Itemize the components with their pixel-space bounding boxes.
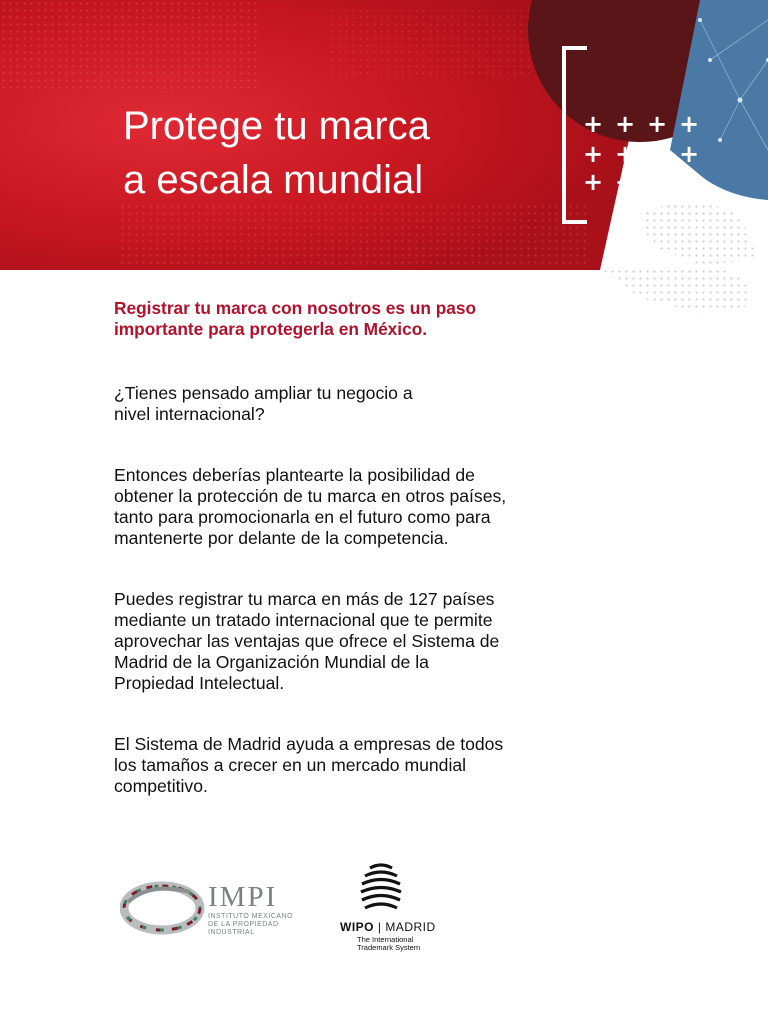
plus-icon: +: [647, 140, 668, 168]
wipo-subtitle-2: Trademark System: [357, 943, 421, 952]
hero-banner: [0, 0, 768, 270]
impi-subtitle-1: INSTITUTO MEXICANO: [208, 913, 294, 920]
plus-icon: +: [615, 140, 636, 168]
wipo-name: WIPO: [340, 920, 374, 934]
text-line: mediante un tratado internacional que te permite: [114, 610, 493, 630]
lead-line: Registrar tu marca con nosotros es un paso: [114, 298, 477, 318]
title-line-2: a escala mundial: [123, 158, 424, 202]
plus-icon: +: [615, 168, 636, 196]
text-line: obtener la protección de tu marca en otros países,: [114, 486, 507, 506]
plus-icon: +: [615, 110, 636, 138]
wipo-subtitle-1: The International: [357, 935, 414, 944]
text-line: Puedes registrar tu marca en más de 127 países: [114, 589, 495, 609]
plus-grid: [583, 110, 703, 198]
title-line-1: Protege tu marca: [123, 104, 430, 148]
text-line: El Sistema de Madrid ayuda a empresas de todos: [114, 734, 504, 754]
text-line: mantenerte por delante de la competencia.: [114, 528, 449, 548]
impi-name: IMPI: [208, 881, 278, 913]
wipo-emblem-icon: [356, 862, 406, 916]
plus-icon: +: [583, 110, 604, 138]
text-line: aprovechar las ventajas que ofrece el Sistema de: [114, 631, 500, 651]
lead-line: importante para protegerla en México.: [114, 319, 428, 339]
text-line: Madrid de la Organización Mundial de la: [114, 652, 429, 672]
impi-subtitle-2: DE LA PROPIEDAD: [208, 921, 279, 928]
paragraph-protection: [114, 465, 564, 549]
text-line: competitivo.: [114, 776, 208, 796]
wipo-madrid-name: MADRID: [385, 920, 436, 934]
wipo-separator: |: [377, 920, 382, 934]
paragraph-expand: [114, 383, 564, 425]
plus-icon: +: [647, 110, 668, 138]
paragraph-countries: [114, 589, 564, 694]
text-line: Entonces deberías plantearte la posibilidad de: [114, 465, 475, 485]
text-line: nivel internacional?: [114, 404, 265, 424]
text-line: Propiedad Intelectual.: [114, 673, 285, 693]
lead-paragraph: [114, 298, 564, 340]
text-line: ¿Tienes pensado ampliar tu negocio a: [114, 383, 413, 403]
impi-logo: [120, 878, 320, 940]
plus-icon: +: [583, 140, 604, 168]
body-content: [114, 298, 564, 837]
paragraph-madrid: [114, 734, 564, 797]
impi-emblem-icon: [120, 878, 206, 938]
plus-icon: +: [583, 168, 604, 196]
text-line: tanto para promocionarla en el futuro como para: [114, 507, 491, 527]
wipo-madrid-logo: [340, 862, 470, 962]
plus-icon: +: [679, 140, 700, 168]
impi-subtitle-3: INDUSTRIAL: [208, 929, 255, 936]
text-line: los tamaños a crecer en un mercado mundial: [114, 755, 467, 775]
plus-icon: +: [679, 110, 700, 138]
plus-icon: +: [679, 168, 700, 196]
logo-strip: [0, 850, 768, 970]
wipo-title: [340, 920, 436, 934]
